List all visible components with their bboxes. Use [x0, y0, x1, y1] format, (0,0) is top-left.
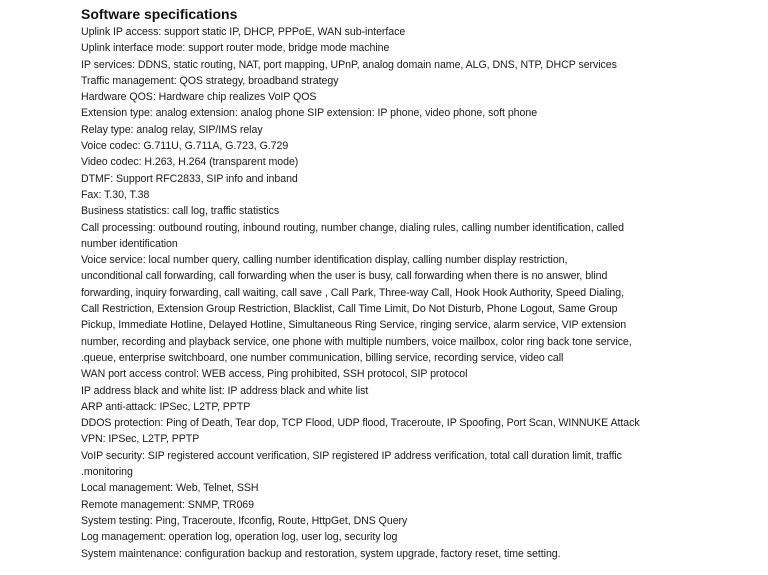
spec-line: Remote management: SNMP, TR069	[81, 498, 254, 511]
spec-line: .monitoring	[81, 466, 133, 479]
spec-line: Hardware QOS: Hardware chip realizes VoIP QOS	[81, 91, 317, 104]
spec-line: .queue, enterprise switchboard, one number communication, billing service, recording service, video call	[81, 351, 564, 364]
spec-line: IP address black and white list: IP address black and white list	[81, 384, 369, 397]
spec-line: Fax: T.30, T.38	[81, 188, 150, 201]
spec-line: Log management: operation log, operation log, user log, security log	[81, 531, 398, 544]
spec-line: Video codec: H.263, H.264 (transparent mode)	[81, 156, 299, 169]
spec-line: Relay type: analog relay, SIP/IMS relay	[81, 123, 263, 136]
spec-line: Voice service: local number query, calling number identification display, calling number display restriction,	[81, 254, 568, 267]
spec-line: DTMF: Support RFC2833, SIP info and inband	[81, 172, 298, 185]
spec-line: Uplink interface mode: support router mode, bridge mode machine	[81, 42, 390, 55]
spec-list	[81, 24, 661, 562]
spec-line: DDOS protection: Ping of Death, Tear dop, TCP Flood, UDP flood, Traceroute, IP Spoofing, Port Scan, WINNUKE Attack	[81, 417, 640, 430]
spec-line: Local management: Web, Telnet, SSH	[81, 482, 259, 495]
spec-line: Call Restriction, Extension Group Restriction, Blacklist, Call Time Limit, Do Not Disturb, Phone Logout, Same Group	[81, 303, 618, 316]
spec-line: number, recording and playback service, one phone with multiple numbers, voice mailbox, color ring back tone service,	[81, 335, 632, 348]
spec-line: VoIP security: SIP registered account verification, SIP registered IP address verification, total call duration limit, traffic	[81, 449, 622, 462]
spec-line: forwarding, inquiry forwarding, call waiting, call save , Call Park, Three-way Call, Hook Hook Authority, Speed Dialing,	[81, 286, 624, 299]
spec-line: Extension type: analog extension: analog phone SIP extension: IP phone, video phone, soft phone	[81, 107, 538, 120]
spec-line: ARP anti-attack: IPSec, L2TP, PPTP	[81, 400, 251, 413]
spec-line: VPN: IPSec, L2TP, PPTP	[81, 433, 200, 446]
spec-line: Pickup, Immediate Hotline, Delayed Hotline, Simultaneous Ring Service, ringing service, alarm service, VIP extension	[81, 319, 627, 332]
spec-line: number identification	[81, 237, 178, 250]
spec-line: Uplink IP access: support static IP, DHCP, PPPoE, WAN sub-interface	[81, 26, 406, 38]
spec-line: Traffic management: QOS strategy, broadband strategy	[81, 74, 339, 87]
spec-line: Voice codec: G.711U, G.711A, G.723, G.729	[81, 140, 289, 153]
spec-line: IP services: DDNS, static routing, NAT, port mapping, UPnP, analog domain name, ALG, DNS, NTP, DHCP services	[81, 58, 617, 71]
spec-line: System testing: Ping, Traceroute, Ifconfig, Route, HttpGet, DNS Query	[81, 514, 408, 527]
section-title: Software specifications	[81, 6, 238, 22]
software-specifications-section	[81, 5, 661, 562]
spec-line: Business statistics: call log, traffic statistics	[81, 205, 280, 218]
spec-line: Call processing: outbound routing, inbound routing, number change, dialing rules, calling number identification, called	[81, 221, 624, 234]
spec-line: System maintenance: configuration backup and restoration, system upgrade, factory reset, time setting.	[81, 547, 561, 560]
spec-line: WAN port access control: WEB access, Ping prohibited, SSH protocol, SIP protocol	[81, 368, 468, 381]
spec-line: unconditional call forwarding, call forwarding when the user is busy, call forwarding when there is no answer, blind	[81, 270, 608, 283]
